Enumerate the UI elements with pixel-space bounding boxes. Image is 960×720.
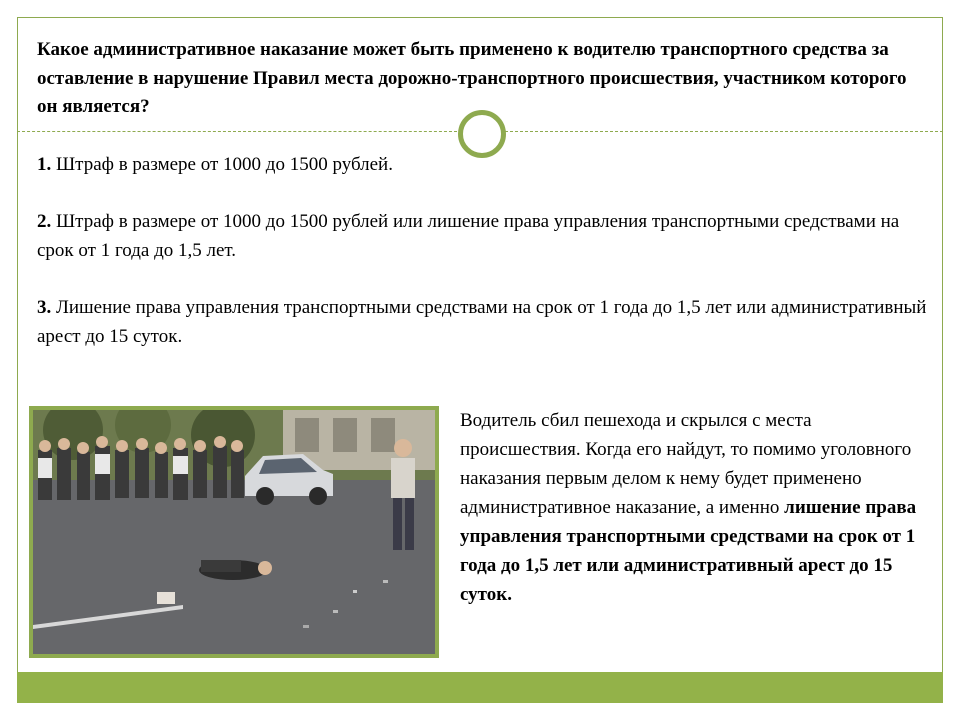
divider-right (505, 131, 943, 132)
divider-left (17, 131, 457, 132)
answer-number: 3. (37, 297, 52, 318)
answer-option-3[interactable] (37, 294, 927, 351)
answer-text: Лишение права управления транспортными средствами на срок от 1 года до 1,5 лет или административный арест до 15 суток. (37, 297, 927, 347)
answer-option-1[interactable] (37, 151, 927, 180)
answer-number: 2. (37, 211, 52, 232)
answer-text: Штраф в размере от 1000 до 1500 рублей. (51, 154, 393, 175)
explanation-text (460, 406, 930, 609)
answer-text: Штраф в размере от 1000 до 1500 рублей или лишение права управления транспортными средствами на срок от 1 года до 1,5 лет. (37, 211, 900, 261)
explanation-plain: Водитель сбил пешехода и скрылся с места происшествия. Когда его найдут, то помимо уголовного наказания первым делом к нему будет применено административное наказание, а именно (460, 410, 912, 518)
bottom-bar (17, 672, 943, 703)
answer-number: 1. (37, 154, 52, 175)
accident-scene-photo (29, 406, 439, 658)
explanation-bold: лишение права управления транспортными средствами на срок от 1 года до 1,5 лет или административный арест до 15 суток. (460, 497, 917, 605)
question-text: Какое административное наказание может быть применено к водителю транспортного средства за оставление в нарушение Правил места дорожно-транспортного происшествия, участником которого он является? (37, 39, 907, 117)
answer-option-2[interactable] (37, 208, 927, 265)
